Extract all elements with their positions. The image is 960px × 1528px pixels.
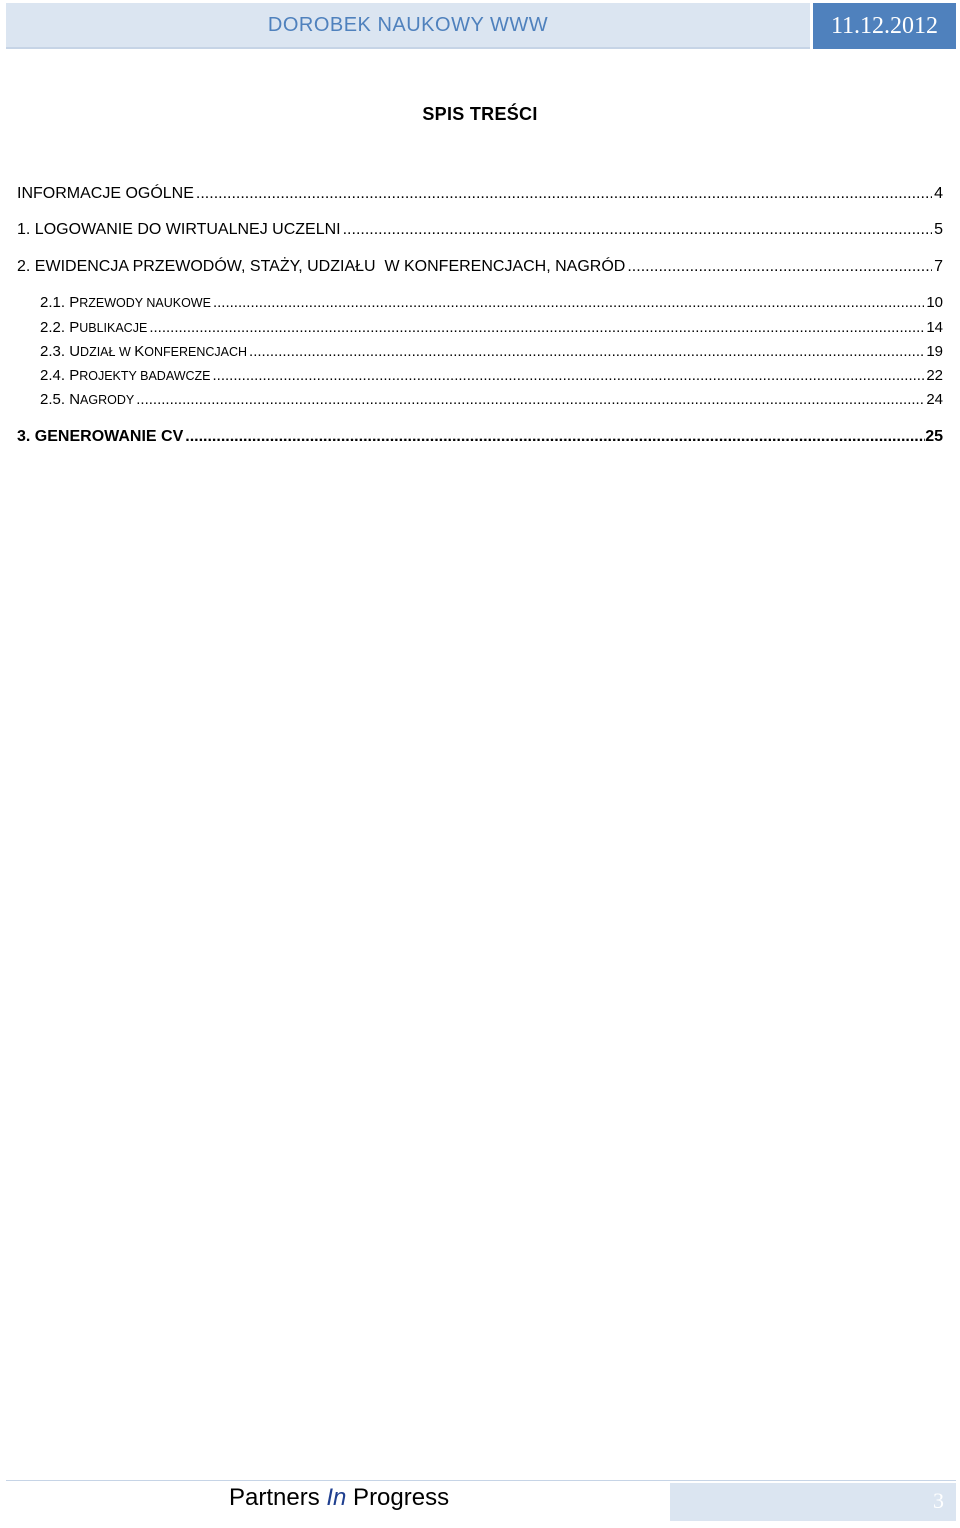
toc-leader	[149, 319, 924, 336]
toc-entry-page: 24	[926, 391, 943, 408]
toc-entry-page: 22	[926, 367, 943, 384]
toc-entry-udzial-w-konferencjach[interactable]	[40, 343, 943, 360]
toc-entry-page: 19	[926, 343, 943, 360]
toc-entry-number: 2.5.	[40, 391, 66, 408]
footer-page-box	[670, 1483, 956, 1521]
toc-leader	[196, 185, 932, 203]
toc-entry-label: 2. EWIDENCJA PRZEWODÓW, STAŻY, UDZIAŁU W KONFERENCJACH, NAGRÓD	[17, 258, 626, 275]
toc-entry-number: 2.1.	[40, 294, 66, 311]
toc-entry-label: INFORMACJE OGÓLNE	[17, 185, 194, 202]
toc-entry-page: 5	[934, 221, 943, 238]
toc-entry-informacje-ogolne[interactable]	[17, 185, 943, 203]
toc-title: SPIS TREŚCI	[422, 104, 538, 124]
header-date: 11.12.2012	[830, 12, 939, 39]
toc-entry-projekty-badawcze[interactable]	[40, 367, 943, 384]
toc-entry-page: 25	[925, 428, 943, 445]
header-title-box	[6, 3, 810, 49]
toc-entry-page: 4	[934, 185, 943, 202]
toc-entry-number: 2.4.	[40, 367, 66, 384]
toc-leader	[249, 343, 924, 360]
toc-entry-ewidencja[interactable]	[17, 258, 943, 276]
toc-entry-page: 10	[926, 294, 943, 311]
toc-entry-przewody-naukowe[interactable]	[40, 294, 943, 311]
toc-leader	[627, 258, 932, 276]
toc-entry-label: 2.1. PRZEWODY NAUKOWE	[40, 294, 211, 311]
toc-leader	[213, 367, 925, 384]
header-date-box	[813, 3, 956, 49]
toc-leader	[136, 391, 924, 408]
toc-entry-label: 2.5. NAGRODY	[40, 391, 135, 408]
toc-entry-nagrody[interactable]	[40, 391, 943, 408]
footer-divider	[6, 1480, 956, 1481]
page-header	[6, 3, 956, 49]
toc-entry-publikacje[interactable]	[40, 319, 943, 336]
toc-entry-page: 14	[926, 319, 943, 336]
toc-entry-generowanie-cv[interactable]	[17, 428, 943, 446]
toc-leader	[185, 428, 925, 446]
toc-entry-label: 3. GENEROWANIE CV	[17, 428, 184, 445]
toc-entry-logowanie[interactable]	[17, 221, 943, 239]
toc-entry-label: 2.4. PROJEKTY BADAWCZE	[40, 367, 211, 384]
footer-page-number: 3	[933, 1488, 944, 1513]
toc-entry-number: 2.3.	[40, 343, 66, 360]
header-title: DOROBEK NAUKOWY WWW	[267, 13, 549, 36]
toc-leader	[213, 294, 924, 311]
toc-entry-page: 7	[934, 258, 943, 275]
toc-entry-number: 2.2.	[40, 319, 66, 336]
toc-leader	[343, 221, 932, 239]
toc-entry-label: 1. LOGOWANIE DO WIRTUALNEJ UCZELNI	[17, 221, 341, 238]
toc-entry-label: 2.3. UDZIAŁ W KONFERENCJACH	[40, 343, 248, 360]
toc-entry-label: 2.2. PUBLIKACJE	[40, 319, 148, 336]
footer-brand: Partners In Progress	[229, 1484, 450, 1511]
